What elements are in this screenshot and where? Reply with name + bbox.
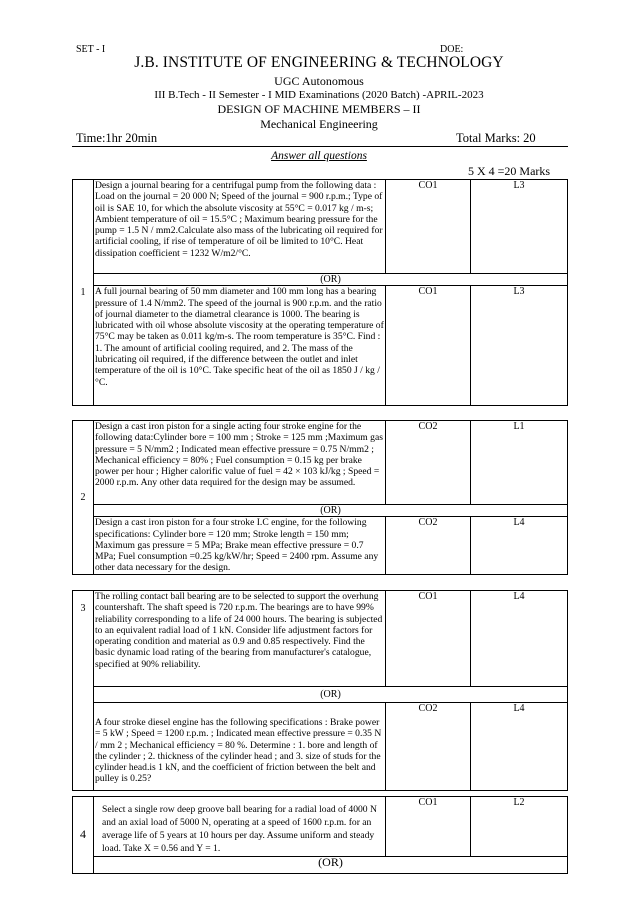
question-number: 4 <box>73 797 94 874</box>
autonomous-label: UGC Autonomous <box>274 74 364 88</box>
question-2a-text: Design a cast iron piston for a single acting four stroke engine for the following data:Cylinder bore = 100 mm ; Stroke = 125 mm ;Maximum gas pressure = 5 N/mm2 ; Indicated mean effective pressure = 0.75 N/mm2 ; Mechanical efficiency = 80% ; Fuel consumption = 0.15 kg per brake power per hour ; Higher calorific value of fuel = 42 × 103 kJ/kg ; Speed = 2000 r.p.m. Any other data required for the design may be assumed. <box>94 421 386 505</box>
question-1a-text: Design a journal bearing for a centrifugal pump from the following data : Load on the journal = 20 000 N; Speed of the journal = 900 r.p.m.; Type of oil is SAE 10, for which the absolute viscosity at 55°C = 0.017 kg / m-s; Ambient temperature of oil = 15.5°C ; Maximum bearing pressure for the pump = 1.5 N / mm2.Calculate also mass of the lubricating oil required for artificial cooling, if rise of temperature of oil be limited to 10°C. Heat dissipation coefficient = 1232 W/m2/°C. <box>94 180 386 274</box>
question-3a-co: CO1 <box>386 591 471 687</box>
question-number: 1 <box>73 180 94 406</box>
question-1b-co: CO1 <box>386 286 471 406</box>
or-divider: (OR) <box>94 687 568 703</box>
question-4-table <box>72 796 568 874</box>
subject-title: DESIGN OF MACHINE MEMBERS – II <box>217 102 421 116</box>
question-4a-level: L2 <box>471 797 568 857</box>
header-divider <box>72 146 568 147</box>
question-3-table <box>72 590 568 791</box>
exam-title: III B.Tech - II Semester - I MID Examinations (2020 Batch) -APRIL-2023 <box>154 89 484 101</box>
question-3a-text: The rolling contact ball bearing are to be selected to support the overhung countershaft. The shaft speed is 720 r.p.m. The bearings are to have 99% reliability corresponding to a life of 24 000 hours. The bearing is subjected to an equivalent radial load of 1 kN. Consider life adjustment factors for operating condition and material as 0.9 and 0.85 respectively. Find the basic dynamic load rating of the bearing from manufacturer's catalogue, specified at 90% reliability. <box>94 591 386 687</box>
question-1a-level: L3 <box>471 180 568 274</box>
question-3b-co: CO2 <box>386 703 471 791</box>
question-2a-co: CO2 <box>386 421 471 505</box>
question-2b-text: Design a cast iron piston for a four stroke I.C engine, for the following specifications: Cylinder bore = 120 mm; Stroke length = 150 mm; Maximum gas pressure = 5 MPa; Brake mean effective pressure = 0.7 MPa; Fuel consumption =0.25 kg/kW/hr; Speed = 2400 rpm. Assume any other data necessary for the design. <box>94 517 386 575</box>
question-2b-co: CO2 <box>386 517 471 575</box>
question-3b-text: A four stroke diesel engine has the following specifications : Brake power = 5 kW ; Speed = 1200 r.p.m. ; Indicated mean effective pressure = 0.35 N / mm 2 ; Mechanical efficiency = 80 %. Determine : 1. bore and length of the cylinder ; 2. thickness of the cylinder head ; and 3. size of studs for the cylinder head.is 1 kN, and the coefficient of friction between the belt and pulley is 0.25? <box>94 703 386 791</box>
marks-scheme: 5 X 4 =20 Marks <box>468 164 551 178</box>
question-2-table <box>72 420 568 575</box>
question-2a-level: L1 <box>471 421 568 505</box>
question-3a-level: L4 <box>471 591 568 687</box>
question-number: 2 <box>73 421 94 575</box>
department-label: Mechanical Engineering <box>260 117 378 131</box>
question-3b-level: L4 <box>471 703 568 791</box>
set-label: SET - I <box>76 44 106 55</box>
time-label: Time:1hr 20min <box>76 131 158 145</box>
total-marks-label: Total Marks: 20 <box>456 131 536 145</box>
question-1b-level: L3 <box>471 286 568 406</box>
question-1-table <box>72 179 568 406</box>
instruction-label: Answer all questions <box>271 150 367 162</box>
question-4a-text: Select a single row deep groove ball bearing for a radial load of 4000 N and an axial load of 5000 N, operating at a speed of 1600 r.p.m. for an average life of 5 years at 10 hours per day. Assume uniform and steady load. Take X = 0.56 and Y = 1. <box>94 797 386 857</box>
doe-label: DOE: <box>440 44 464 55</box>
or-divider: (OR) <box>94 505 568 517</box>
question-1a-co: CO1 <box>386 180 471 274</box>
or-divider: (OR) <box>94 274 568 286</box>
question-1b-text: A full journal bearing of 50 mm diameter and 100 mm long has a bearing pressure of 1.4 N/mm2. The speed of the journal is 900 r.p.m. and the ratio of journal diameter to the diametral clearance is 1000. The bearing is lubricated with oil whose absolute viscosity at the operating temperature of 75°C may be taken as 0.011 kg/m-s. The room temperature is 35°C. Find : 1. The amount of artificial cooling required, and 2. The mass of the lubricating oil required, if the difference between the outlet and inlet temperature of the oil is 10°C. Take specific heat of the oil as 1850 J / kg / °C. <box>94 286 386 406</box>
question-number: 3 <box>73 591 94 791</box>
institute-name: J.B. INSTITUTE OF ENGINEERING & TECHNOLOGY <box>134 54 504 71</box>
or-divider: (OR) <box>94 857 568 874</box>
question-4a-co: CO1 <box>386 797 471 857</box>
question-2b-level: L4 <box>471 517 568 575</box>
